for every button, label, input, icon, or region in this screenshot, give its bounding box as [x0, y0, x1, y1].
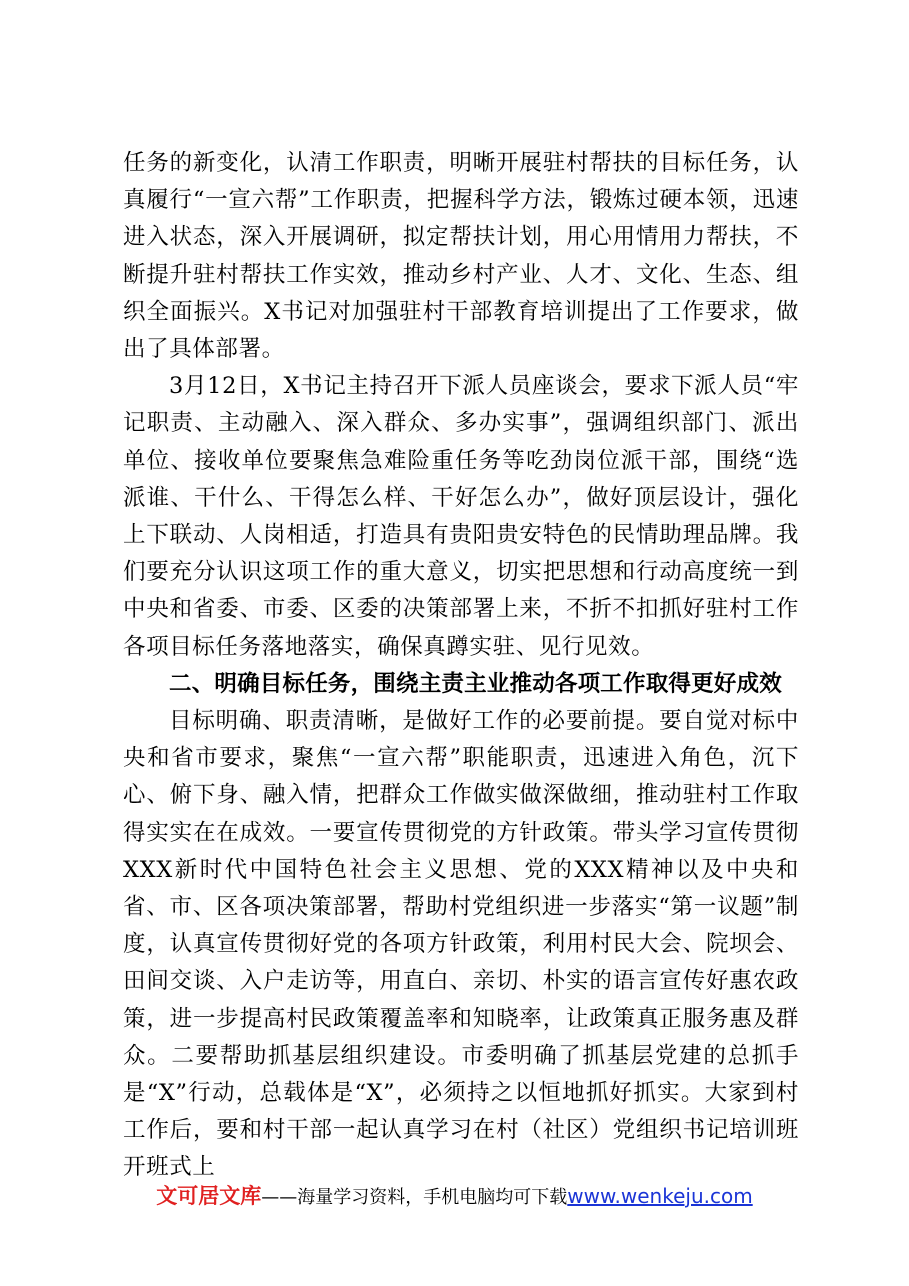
paragraph-continued: 任务的新变化，认清工作职责，明晰开展驻村帮扶的目标任务，认真履行“一宣六帮”工作职责，把握科学方法，锻炼过硬本领，迅速进入状态，深入开展调研，拟定帮扶计划，用心用情用力帮扶，不断提升驻村帮扶工作实效，推动乡村产业、人才、文化、生态、组织全面振兴。X书记对加强驻村干部教育培训提出了工作要求，做出了具体部署。	[123, 150, 799, 363]
paragraph-meeting: 3月12日，X书记主持召开下派人员座谈会，要求下派人员“牢记职责、主动融入、深入群众、多办实事”，强调组织部门、派出单位、接收单位要聚焦急难险重任务等吃劲岗位派干部，围绕“选派谁、干什么、干得怎么样、干好怎么办”，做好顶层设计，强化上下联动、人岗相适，打造具有贵阳贵安特色的民情助理品牌。我们要充分认识这项工作的重大意义，切实把思想和行动高度统一到中央和省委、市委、区委的决策部署上来，不折不扣抓好驻村工作各项目标任务落地落实，确保真蹲实驻、见行见效。	[123, 373, 799, 660]
section-heading: 二、明确目标任务，围绕主责主业推动各项工作取得更好成效	[169, 670, 782, 697]
footer-site-link[interactable]: www.wenkeju.com	[567, 1184, 753, 1208]
footer-banner	[0, 1180, 909, 1210]
footer-brand: 文可居文库	[156, 1184, 262, 1208]
paragraph-goals: 目标明确、职责清晰，是做好工作的必要前提。要自觉对标中央和省市要求，聚焦“一宣六帮”职能职责，迅速进入角色，沉下心、俯下身、融入情，把群众工作做实做深做细，推动驻村工作取得实实在在成效。一要宣传贯彻党的方针政策。带头学习宣传贯彻XXX新时代中国特色社会主义思想、党的XXX精神以及中央和省、市、区各项决策部署，帮助村党组织进一步落实“第一议题”制度，认真宣传贯彻好党的各项方针政策，利用村民大会、院坝会、田间交谈、入户走访等，用直白、亲切、朴实的语言宣传好惠农政策，进一步提高村民政策覆盖率和知晓率，让政策真正服务惠及群众。二要帮助抓基层组织建设。市委明确了抓基层党建的总抓手是“X”行动，总载体是“X”，必须持之以恒地抓好抓实。大家到村工作后，要和村干部一起认真学习在村（社区）党组织书记培训班开班式上	[123, 708, 799, 1181]
footer-tagline: ——海量学习资料，手机电脑均可下载	[261, 1187, 568, 1208]
document-body	[123, 145, 799, 1187]
